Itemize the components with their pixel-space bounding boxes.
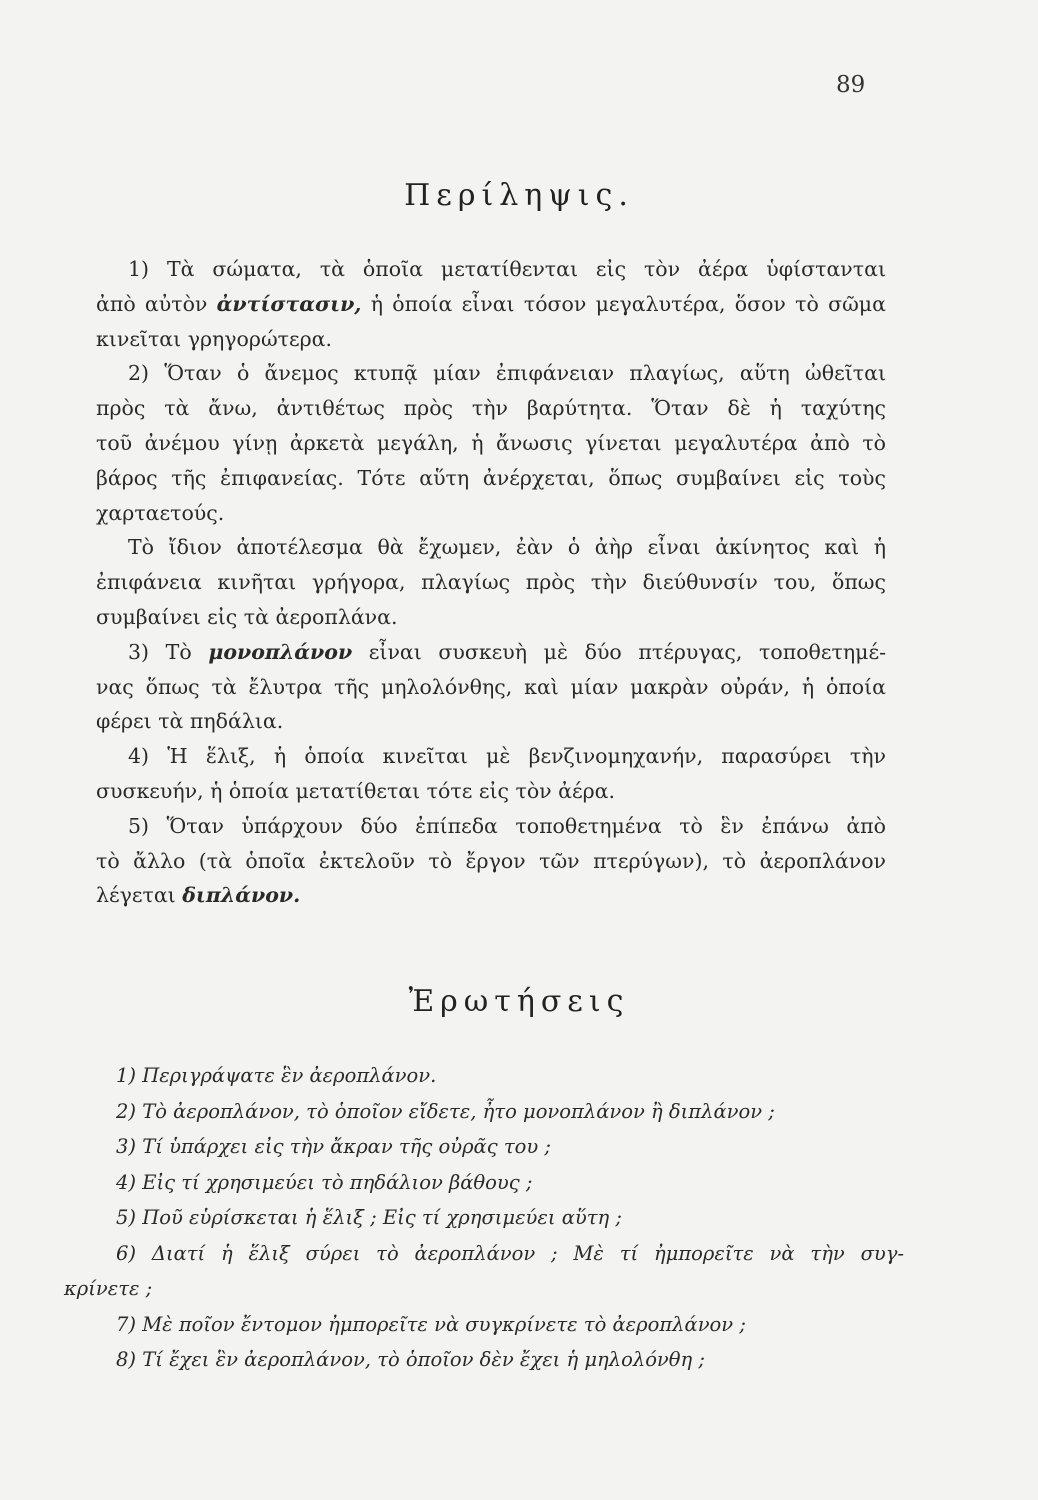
summary-line: 1) Τὰ σώματα, τὰ ὁποῖα μετατίθενται εἰς τὸν ἀέρα ὑφίστανται <box>128 257 886 281</box>
text-span: λέγεται <box>96 883 183 908</box>
summary-line: βάρος τῆς ἐπιφανείας. Τότε αὕτη ἀνέρχεται, ὅπως συμβαίνει εἰς τοὺς <box>96 465 886 490</box>
question-line: 4) Εἰς τί χρησιμεύει τὸ πηδάλιον βάθους ; <box>116 1170 533 1194</box>
question-line: 1) Περιγράψατε ἓν ἀεροπλάνον. <box>116 1064 437 1087</box>
bold-term: διπλάνον. <box>182 883 301 908</box>
text-span: ἀπὸ αὐτὸν <box>96 291 217 316</box>
question-line: 2) Τὸ ἀεροπλάνον, τὸ ὁποῖον εἴδετε, ἦτο μονοπλάνον ἢ διπλάνον ; <box>116 1099 775 1123</box>
summary-line: φέρει τὰ πηδάλια. <box>96 709 284 734</box>
text-span: ἡ ὁποία εἶναι τόσον μεγαλυτέρα, ὅσον τὸ σῶμα <box>361 291 886 316</box>
questions-heading: Ἐρωτήσεις <box>408 984 630 1019</box>
questions-section <box>64 1058 904 1378</box>
question-line: 6) Διατί ἡ ἕλιξ σύρει τὸ ἀεροπλάνον ; Μὲ τί ἠμπορεῖτε νὰ τὴν συγ- <box>116 1241 904 1265</box>
summary-line: πρὸς τὰ ἄνω, ἀντιθέτως πρὸς τὴν βαρύτητα. Ὅταν δὲ ἡ ταχύτης <box>96 396 886 421</box>
summary-line: 5) Ὅταν ὑπάρχουν δύο ἐπίπεδα τοποθετημένα τὸ ἓν ἐπάνω ἀπὸ <box>128 813 886 838</box>
summary-line <box>96 287 886 322</box>
page-number: 89 <box>836 72 866 98</box>
summary-line: συμβαίνει εἰς τὰ ἀεροπλάνα. <box>96 604 398 629</box>
summary-line: 2) Ὅταν ὁ ἄνεμος κτυπᾷ μίαν ἐπιφάνειαν πλαγίως, αὕτη ὠθεῖται <box>128 361 886 386</box>
summary-heading: Περίληψις. <box>404 178 634 213</box>
question-line: 7) Μὲ ποῖον ἔντομον ἠμπορεῖτε νὰ συγκρίνετε τὸ ἀεροπλάνον ; <box>116 1312 746 1336</box>
summary-line: τὸ ἄλλο (τὰ ὁποῖα ἐκτελοῦν τὸ ἔργον τῶν πτερύγων), τὸ ἀεροπλάνον <box>96 848 886 873</box>
summary-section <box>96 252 886 913</box>
summary-line: συσκευήν, ἡ ὁποία μετατίθεται τότε εἰς τὸν ἀέρα. <box>96 778 616 803</box>
summary-line: τοῦ ἀνέμου γίνῃ ἀρκετὰ μεγάλη, ἡ ἄνωσις γίνεται μεγαλυτέρα ἀπὸ τὸ <box>96 430 886 455</box>
question-line: 3) Τί ὑπάρχει εἰς τὴν ἄκραν τῆς οὐρᾶς του ; <box>116 1135 551 1158</box>
summary-line: χαρταετούς. <box>96 500 225 525</box>
summary-line <box>96 878 886 913</box>
question-line: 8) Τί ἔχει ἓν ἀεροπλάνον, τὸ ὁποῖον δὲν ἔχει ἡ μηλολόνθη ; <box>116 1348 705 1371</box>
summary-line: κινεῖται γρηγορώτερα. <box>96 326 333 351</box>
summary-line: ἐπιφάνεια κινῆται γρήγορα, πλαγίως πρὸς τὴν διεύθυνσίν του, ὅπως <box>96 570 886 595</box>
text-span: 3) Τὸ <box>128 639 209 664</box>
question-line: 5) Ποῦ εὑρίσκεται ἡ ἕλιξ ; Εἰς τί χρησιμεύει αὕτη ; <box>116 1206 622 1229</box>
bold-term: ἀντίστασιν, <box>216 291 362 316</box>
text-span: εἶναι συσκευὴ μὲ δύο πτέρυγας, τοποθετημέ- <box>352 639 886 664</box>
summary-line: νας ὅπως τὰ ἔλυτρα τῆς μηλολόνθης, καὶ μίαν μακρὰν οὐράν, ἡ ὁποία <box>96 674 886 699</box>
question-line: κρίνετε ; <box>64 1277 153 1300</box>
summary-line <box>96 635 886 670</box>
summary-line: Τὸ ἴδιον ἀποτέλεσμα θὰ ἔχωμεν, ἐὰν ὁ ἀὴρ εἶναι ἀκίνητος καὶ ἡ <box>128 535 886 560</box>
bold-term: μονοπλάνον <box>208 639 353 664</box>
summary-line: 4) Ἡ ἕλιξ, ἡ ὁποία κινεῖται μὲ βενζινομηχανήν, παρασύρει τὴν <box>128 744 886 769</box>
